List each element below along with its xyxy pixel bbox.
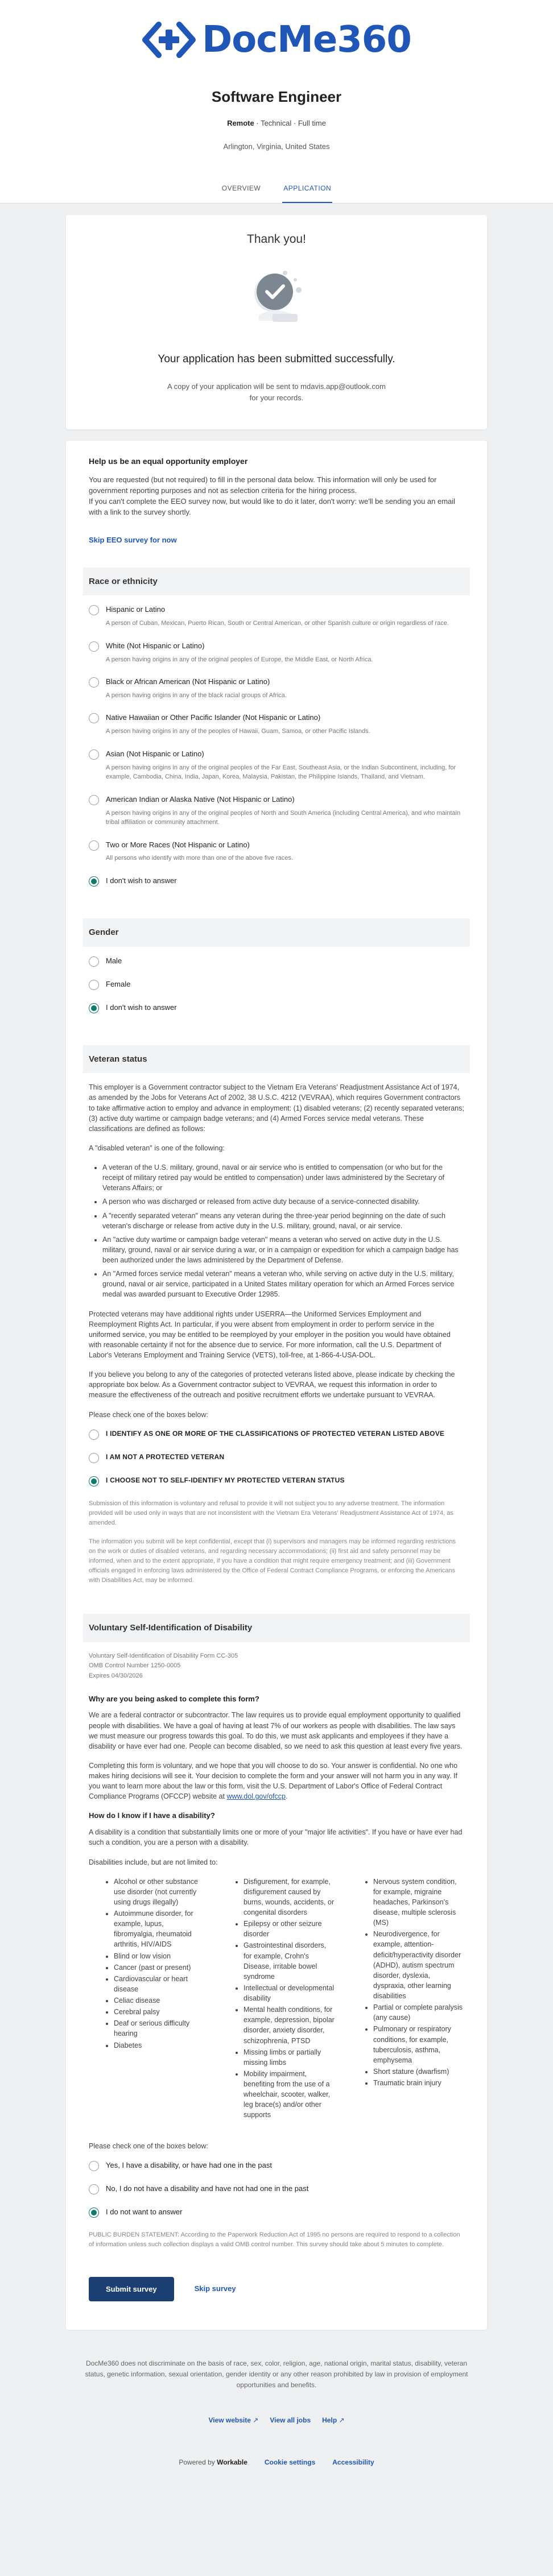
help-link[interactable]: Help ↗ [322,2416,344,2425]
submit-survey-button[interactable]: Submit survey [89,2277,174,2301]
veteran-option[interactable] [89,1452,464,1463]
option-description: A person having origins in any of the black racial groups of Africa. [106,691,287,699]
list-item: • Neurodivergence, for example, attention-deficit/hyperactivity disorder (ADHD), autism spectrum disorder, dyslexia, dyspraxia, other learning disabilities [373,1929,464,2001]
skip-eeo-link[interactable]: Skip EEO survey for now [89,535,177,544]
radio-button[interactable] [89,641,99,652]
list-item: • Disfigurement, for example, disfigurement caused by burns, wounds, accidents, or congenital disorders [244,1877,335,1918]
race-option-selected[interactable] [89,876,464,887]
list-item: • Autoimmune disorder, for example, lupus, fibromyalgia, rheumatoid arthritis, HIV/AIDS [114,1908,205,1950]
race-option[interactable] [89,641,464,664]
eeo-text-1: You are requested (but not required) to fill in the personal data below. This information will only be used for government reporting purposes and not as selection criteria for the hiring process. [89,475,437,495]
list-item: • Blind or low vision [114,1951,205,1961]
list-item: • Epilepsy or other seizure disorder [244,1919,335,1939]
option-label: Hispanic or Latino [106,605,166,614]
race-option[interactable] [89,840,464,863]
why-heading: Why are you being asked to complete this form? [89,1694,259,1703]
list-item: • Celiac disease [114,1995,205,2006]
veteran-content [83,1073,470,1598]
disability-form-meta [89,1651,464,1682]
option-label: Asian (Not Hispanic or Latino) [106,749,204,758]
public-burden-statement: PUBLIC BURDEN STATEMENT: According to the Paperwork Reduction Act of 1995 no persons are required to respond to a collection of information unless such collection displays a valid OMB control number. This survey should take about 5 minutes to complete. [89,2231,460,2248]
disability-content [83,1642,470,2262]
veteran-text-4: If you believe you belong to any of the categories of protected veterans listed above, please indicate by checking the appropriate box below. As a Government contractor subject to VEVRAA, we request this information in order to measure the effectiveness of the outreach and positive recruitment efforts we undertake pursuant to VEVRAA. [89,1370,455,1399]
eeo-text-2: If you can't complete the EEO survey now, but would like to do it later, don't worry: we'll be sending you an email with a link to the survey shortly. [89,497,456,517]
gender-option[interactable] [89,956,464,967]
option-description: A person having origins in any of the peoples of Hawaii, Guam, Samoa, or other Pacific Islands. [106,728,370,735]
radio-button[interactable] [89,795,99,805]
list-item: • Cancer (past or present) [114,1962,205,1973]
radio-button[interactable] [89,713,99,723]
gender-option[interactable] [89,979,464,990]
option-label: I IDENTIFY AS ONE OR MORE OF THE CLASSIFICATIONS OF PROTECTED VETERAN LISTED ABOVE [106,1429,445,1438]
list-item: • Cerebral palsy [114,2007,205,2017]
thanks-heading: Thank you! [247,232,306,246]
radio-button-checked[interactable] [89,2208,99,2218]
page-footer [0,2330,553,2484]
list-item: • Gastrointestinal disorders, for example, Crohn's Disease, irritable bowel syndrome [244,1940,335,1982]
copy-notice-line2: for your records. [249,394,304,403]
option-description: A person of Cuban, Mexican, Puerto Rican, South or Central American, or other Spanish culture or origin regardless of race. [106,620,449,627]
powered-by [179,2458,247,2467]
workable-brand[interactable]: Workable [217,2458,247,2466]
ofccp-link[interactable]: www.dol.gov/ofccp [226,1792,286,1801]
option-description: A person having origins in any of the original peoples of the Far East, Southeast Asia, or the Indian Subcontinent, including, for example, Cambodia, China, India, Japan, Korea, Malaysia, Pakistan, the Philippine Islands, Thailand, and Vietnam. [106,764,456,781]
form-number: Voluntary Self-Identification of Disability Form CC-305 [89,1652,238,1659]
list-item: • An "active duty wartime or campaign badge veteran" means a veteran who served on active duty in the U.S. military, ground, naval or air service during a war, or in a campaign or expedition for which a campaign badge has been authorized under the laws administered by the Department of Defense. [102,1235,464,1265]
veteran-note-1: Submission of this information is voluntary and refusal to provide it will not subject you to any adverse treatment. The information provided will be used only in ways that are not inconsistent with the Vietnam Era Veterans' Readjustment Assistance Act of 1974, as amended. [89,1500,453,1526]
complete-text-body: Completing this form is voluntary, and we hope that you will choose to do so. Your answer is confidential. No one who makes hiring decisions will see it. Your decision to complete the form and your answer will not harm you in any way. If you want to learn more about the law or this form, visit the U.S. Department of Labor's Office of Federal Contract Compliance Programs (OFCCP) website at [89,1761,458,1801]
radio-button[interactable] [89,749,99,760]
option-label: Black or African American (Not Hispanic or Latino) [106,677,270,686]
option-label: I don't wish to answer [106,1003,177,1012]
race-option[interactable] [89,794,464,827]
workplace-type: Remote [227,118,254,127]
option-label: Two or More Races (Not Hispanic or Latino) [106,840,250,849]
success-headline: Your application has been submitted successfully. [158,353,395,366]
veteran-text-2: A "disabled veteran" is one of the following: [89,1144,225,1152]
radio-button[interactable] [89,2161,99,2171]
disability-section-title: Voluntary Self-Identification of Disability [83,1614,470,1642]
list-item: • Alcohol or other substance use disorder (not currently using drugs illegally) [114,1877,205,1907]
list-item: • Diabetes [114,2040,205,2051]
veteran-note-2: The information you submit will be kept confidential, except that (i) supervisors and managers may be informed regarding restrictions on the work or duties of disabled veterans, and regarding necessary accommodations; (ii) first aid and safety personnel may be informed, when and to the extent appropriate, if you have a condition that might require emergency treatment; and (iii) Government officials engaged in enforcing laws administered by the Office of Federal Contract Compliance Programs, or enforcing the Americans with Disabilities Act, may be informed. [89,1538,456,1584]
radio-button[interactable] [89,1430,99,1440]
list-item: • A veteran of the U.S. military, ground, naval or air service who is entitled to compensation (or who but for the receipt of military retired pay would be entitled to compensation) under laws administered by the Secretary of Veterans Affairs; or [102,1162,464,1193]
race-section-title: Race or ethnicity [83,568,470,596]
page-header [0,0,553,204]
radio-button[interactable] [89,956,99,967]
list-item: • Pulmonary or respiratory conditions, for example, tuberculosis, asthma, emphysema [373,2024,464,2065]
option-label: Yes, I have a disability, or have had one in the past [106,2160,272,2169]
gender-option-selected[interactable] [89,1003,464,1013]
radio-button-checked[interactable] [89,1476,99,1486]
disability-option-selected[interactable] [89,2207,464,2218]
list-intro: Disabilities include, but are not limited to: [89,1858,218,1866]
race-option[interactable] [89,713,464,736]
copy-notice [89,381,464,405]
tab-application[interactable]: APPLICATION [282,178,332,202]
complete-text-end: . [285,1792,288,1801]
list-item: • Traumatic brain injury [373,2078,464,2088]
brand-name: DocMe360 [202,18,411,61]
view-all-jobs-link[interactable]: View all jobs [270,2416,311,2425]
cookie-settings-link[interactable]: Cookie settings [264,2458,316,2466]
list-item: • Partial or complete paralysis (any cause) [373,2002,464,2023]
option-label: White (Not Hispanic or Latino) [106,641,205,650]
view-website-link[interactable]: View website ↗ [208,2416,258,2425]
confirmation-card [66,215,487,429]
veteran-text-1: This employer is a Government contractor subject to the Vietnam Era Veterans' Readjustment Assistance Act of 1974, as amended by the Jobs for Veterans Act of 2002, 38 U.S.C. 4212 (VEVRAA), which requires Government contractors to take affirmative action to employ and advance in employment: (1) disabled veterans; (2) recently separated veterans; (3) active duty wartime or campaign badge veterans; and (4) Armed Forces service medal veterans. These classifications are defined as follows: [89,1083,464,1133]
accessibility-link[interactable]: Accessibility [332,2458,374,2466]
gender-options [83,947,470,1029]
race-option[interactable] [89,604,464,628]
list-item: • A "recently separated veteran" means any veteran during the three-year period beginning on the date of such veteran's discharge or release from active duty in the U.S. military, ground, naval, or air service. [102,1211,464,1231]
radio-button[interactable] [89,605,99,615]
radio-button[interactable] [89,1453,99,1463]
disability-check-intro: Please check one of the boxes below: [89,2142,208,2150]
veteran-definitions [102,1162,464,1300]
veteran-option-selected[interactable] [89,1476,464,1486]
eeo-survey-card [66,441,487,2330]
list-item: • A person who was discharged or released from active duty because of a service-connected disability. [102,1196,464,1207]
veteran-option[interactable] [89,1429,464,1440]
radio-button-checked[interactable] [89,1003,99,1013]
footer-links [0,2416,553,2425]
option-label: I do not want to answer [106,2207,183,2216]
option-description: All persons who identify with more than one of the above five races. [106,855,293,862]
option-description: A person having origins in any of the original peoples of Europe, the Middle East, or North Africa. [106,656,373,663]
list-item: • Intellectual or developmental disability [244,1983,335,2003]
powered-by-label: Powered by [179,2458,215,2466]
job-meta [0,118,553,129]
veteran-text-3: Protected veterans may have additional rights under USERRA—the Uniformed Services Employment and Reemployment Rights Act. In particular, if you were absent from employment in order to perform service in the uniformed service, you may be entitled to be reemployed by your employer in the position you would have obtained with reasonable certainty if not for the absence due to service. For more information, call the U.S. Department of Labor's Veterans Employment and Training Service (VETS), toll-free, at 1-866-4-USA-DOL. [89,1310,451,1360]
option-label: I don't wish to answer [106,876,177,885]
how-text: A disability is a condition that substantially limits one or more of your "major life activities". If you have or have ever had such a condition, you are a person with a disability. [89,1828,463,1847]
option-label: I AM NOT A PROTECTED VETERAN [106,1452,225,1461]
race-options [83,595,470,902]
company-logo[interactable] [0,17,553,63]
copy-notice-line1: A copy of your application will be sent to mdavis.app@outlook.com [167,382,386,391]
option-label: Male [106,956,122,965]
option-label: Native Hawaiian or Other Pacific Islander (Not Hispanic or Latino) [106,713,321,722]
race-option[interactable] [89,677,464,700]
form-expiry: Expires 04/30/2026 [89,1672,143,1680]
disability-column-3 [362,1877,464,2122]
how-heading: How do I know if I have a disability? [89,1811,215,1820]
disability-column-2 [232,1877,335,2122]
job-location: Arlington, Virginia, United States [223,142,330,151]
omb-number: OMB Control Number 1250-0005 [89,1662,181,1670]
list-item: • Cardiovascular or heart disease [114,1974,205,1994]
disability-option[interactable] [89,2160,464,2171]
list-item: • Missing limbs or partially missing limbs [244,2047,335,2068]
radio-button[interactable] [89,2184,99,2194]
veteran-text-5: Please check one of the boxes below: [89,1410,208,1419]
success-check-icon [240,260,313,329]
option-description: A person having origins in any of the original peoples of North and South America (including Central America), and who maintain tribal affiliation or community attachment. [106,809,461,826]
tab-overview[interactable]: OVERVIEW [221,184,261,193]
skip-survey-link[interactable]: Skip survey [194,2284,236,2293]
powered-by-bar [0,2458,553,2467]
radio-button[interactable] [89,677,99,688]
list-item: • Nervous system condition, for example, migraine headaches, Parkinson's disease, multiple sclerosis (MS) [373,1877,464,1928]
radio-button-checked[interactable] [89,876,99,887]
list-item: • Mobility impairment, benefiting from the use of a wheelchair, scooter, walker, leg brace(s) and/or other supports [244,2069,335,2121]
complete-text [89,1761,464,1802]
disability-column-1 [102,1877,205,2122]
non-discrimination-statement: DocMe360 does not discriminate on the basis of race, sex, color, religion, age, national origin, marital status, disability, veteran status, genetic information, sexual orientation, gender identity or any other reason prohibited by law in provision of employment opportunities and benefits. [85,2359,468,2389]
veteran-section-title: Veteran status [83,1045,470,1074]
job-meta-rest: · Technical · Full time [254,118,326,127]
docme-logo-icon [142,20,196,60]
disability-option[interactable] [89,2184,464,2194]
option-label: American Indian or Alaska Native (Not Hispanic or Latino) [106,794,295,804]
list-item: • Deaf or serious difficulty hearing [114,2018,205,2039]
job-tabs [0,178,553,202]
option-label: Female [106,979,131,988]
gender-section-title: Gender [83,918,470,947]
job-title: Software Engineer [211,88,342,105]
race-option[interactable] [89,749,464,782]
eeo-title: Help us be an equal opportunity employer [89,457,248,466]
list-item: • An "Armed forces service medal veteran" means a veteran who, while serving on active duty in the U.S. military, ground, naval or air service, participated in a United States military operation for which an Armed Forces service medal was awarded pursuant to Executive Order 12985. [102,1269,464,1299]
eeo-intro [83,441,470,552]
radio-button[interactable] [89,840,99,851]
option-label: No, I do not have a disability and have not had one in the past [106,2184,309,2193]
radio-button[interactable] [89,980,99,990]
survey-actions [83,2262,470,2307]
option-label: I CHOOSE NOT TO SELF-IDENTIFY MY PROTECTED VETERAN STATUS [106,1476,345,1484]
disability-list [89,1877,464,2131]
list-item: • Mental health conditions, for example, depression, bipolar disorder, anxiety disorder, schizophrenia, PTSD [244,2005,335,2046]
list-item: • Short stature (dwarfism) [373,2066,464,2077]
why-text: We are a federal contractor or subcontractor. The law requires us to provide equal employment opportunity to qualified people with disabilities. We have a goal of having at least 7% of our workers as people with disabilities. The law says we must measure our progress towards this goal. To do this, we must ask applicants and employees if they have a disability or have ever had one. People can become disabled, so we need to ask this question at least every five years. [89,1711,463,1750]
